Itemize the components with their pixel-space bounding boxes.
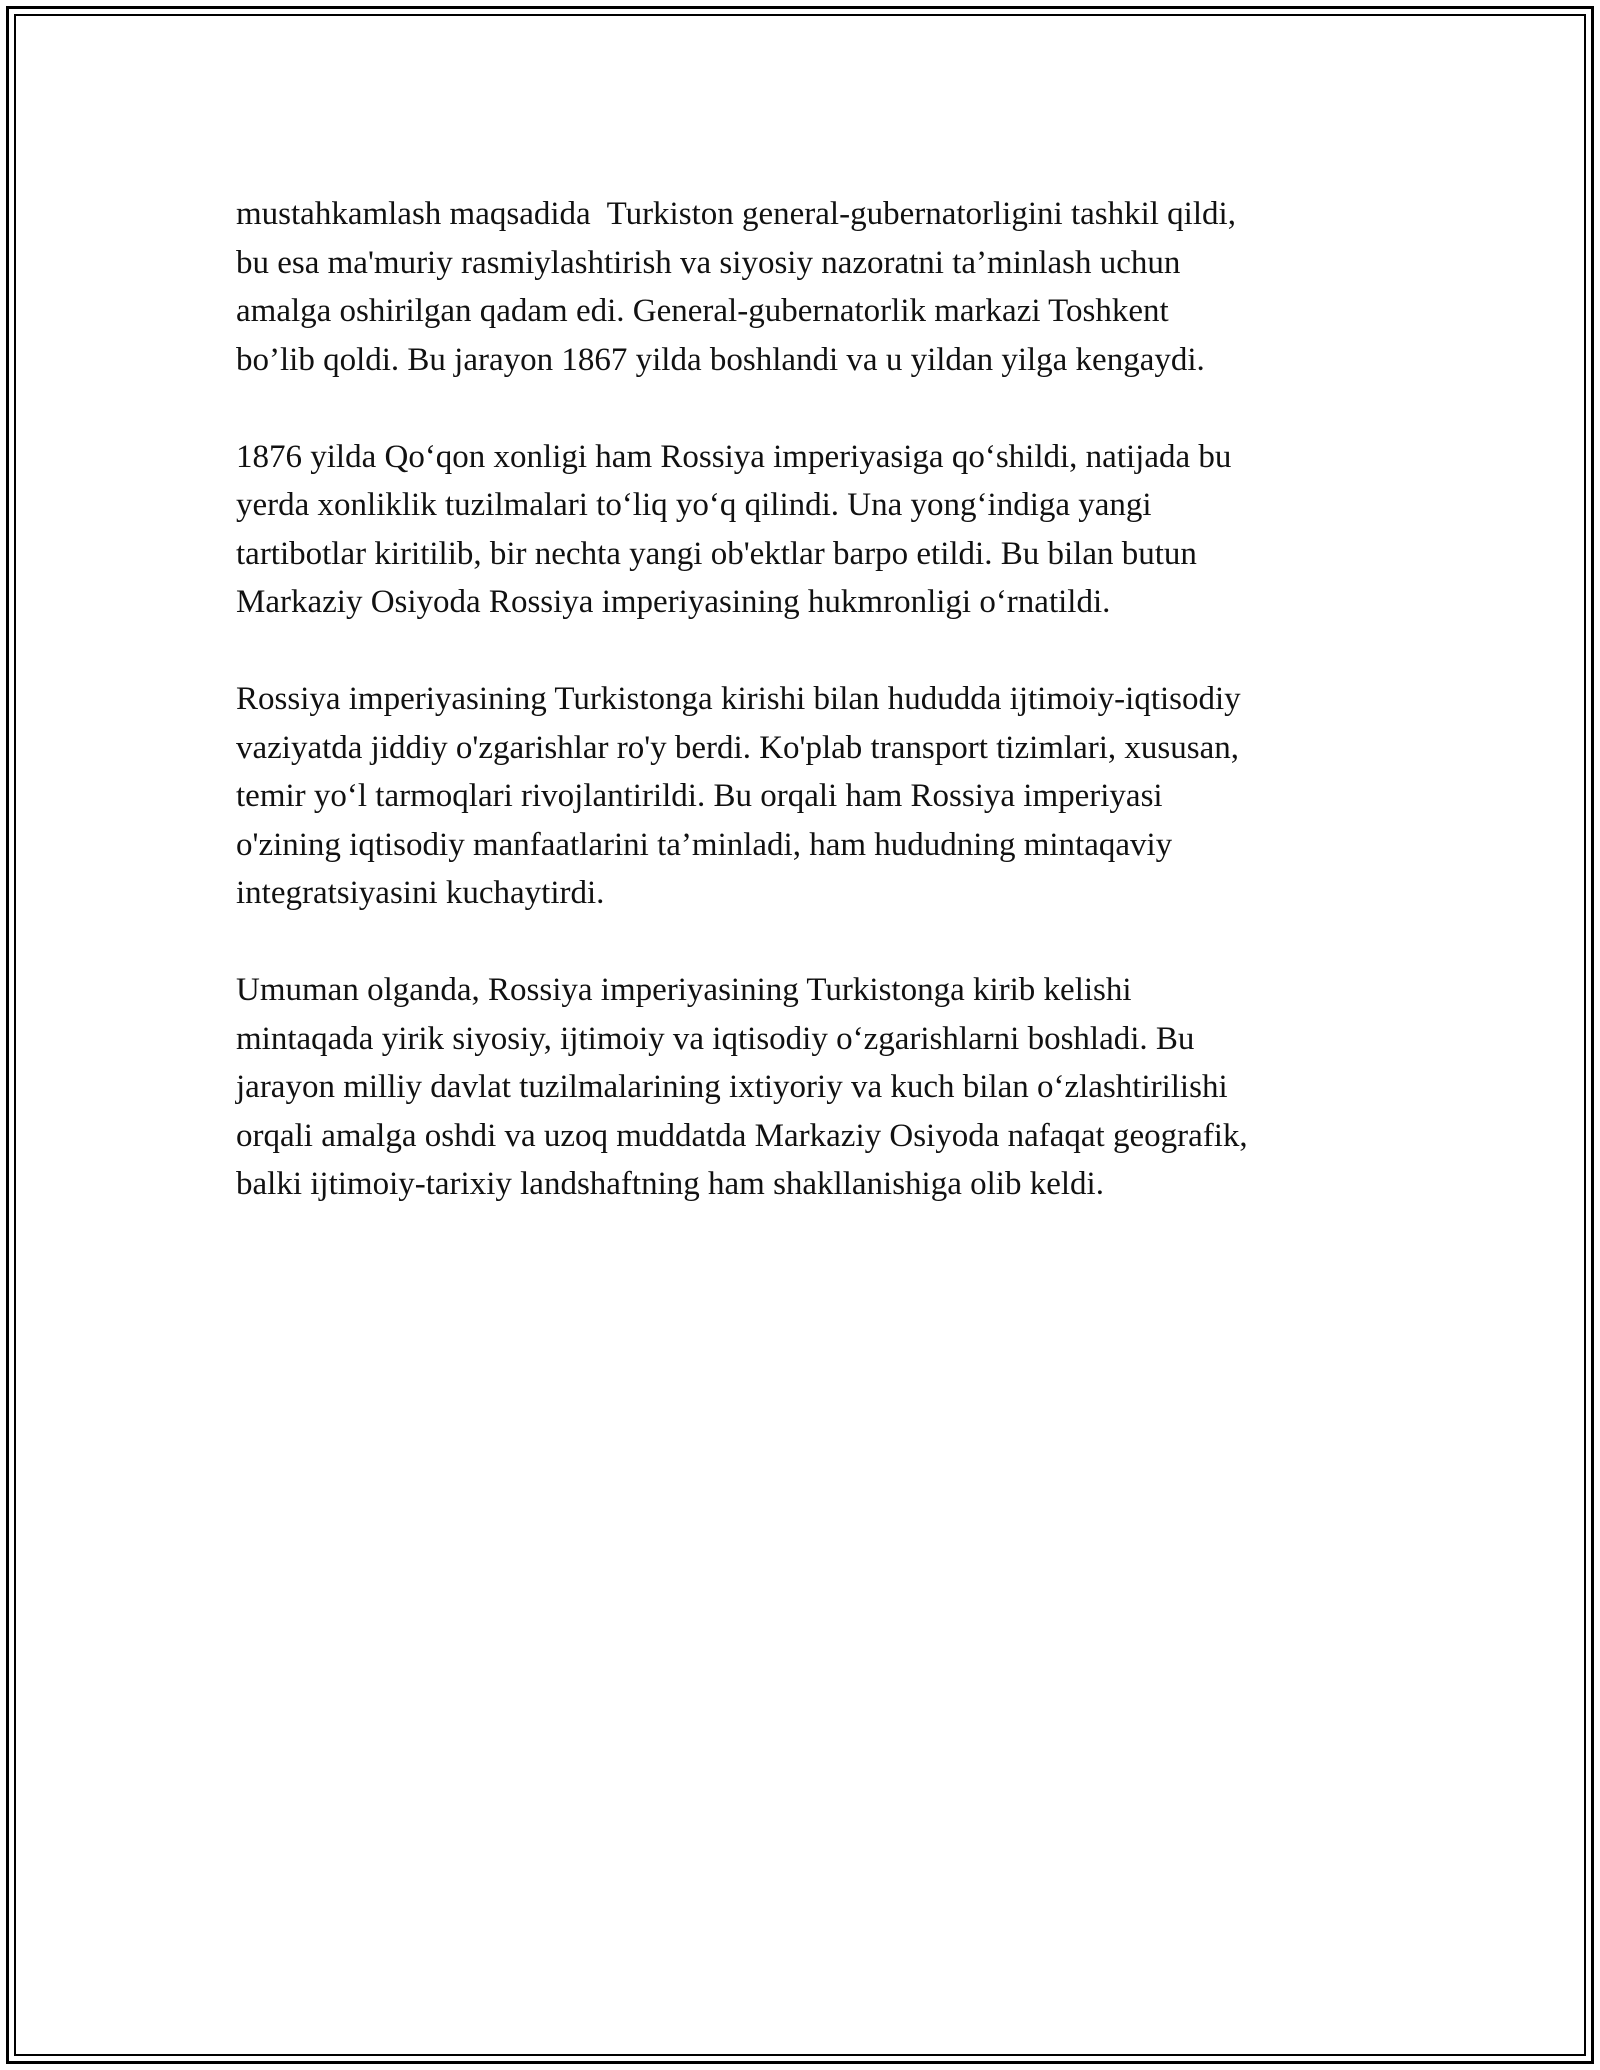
paragraph-2	[236, 433, 1386, 627]
text-line: mustahkamlash maqsadida Turkiston general-gubernatorligini tashkil qildi,	[236, 196, 1236, 232]
text-line: jarayon milliy davlat tuzilmalarining ixtiyoriy va kuch bilan o‘zlashtirilishi	[236, 1069, 1228, 1105]
text-line: Rossiya imperiyasining Turkistonga kirishi bilan hududda ijtimoiy-iqtisodiy	[236, 681, 1241, 717]
text-line: yerda xonliklik tuzilmalari to‘liq yo‘q qilindi. Una yong‘indiga yangi	[236, 487, 1152, 523]
text-line: temir yo‘l tarmoqlari rivojlantirildi. Bu orqali ham Rossiya imperiyasi	[236, 778, 1163, 814]
text-line: Umuman olganda, Rossiya imperiyasining Turkistonga kirib kelishi	[236, 972, 1132, 1008]
text-line: mintaqada yirik siyosiy, ijtimoiy va iqtisodiy o‘zgarishlarni boshladi. Bu	[236, 1020, 1195, 1057]
document-body	[236, 190, 1386, 1257]
paragraph-3	[236, 675, 1386, 918]
paragraph-1	[236, 190, 1386, 384]
text-line: bu esa ma'muriy rasmiylashtirish va siyosiy nazoratni ta’minlash uchun	[236, 244, 1181, 281]
paragraph-4	[236, 966, 1386, 1209]
text-line: o'zining iqtisodiy manfaatlarini ta’minladi, ham hududning mintaqaviy	[236, 826, 1173, 863]
text-line: balki ijtimoiy-tarixiy landshaftning ham shakllanishiga olib keldi.	[236, 1166, 1104, 1202]
text-line: bo’lib qoldi. Bu jarayon 1867 yilda boshlandi va u yildan yilga kengaydi.	[236, 341, 1205, 378]
text-line: Markaziy Osiyoda Rossiya imperiyasining hukmronligi o‘rnatildi.	[236, 584, 1111, 620]
text-line: orqali amalga oshdi va uzoq muddatda Markaziy Osiyoda nafaqat geografik,	[236, 1117, 1248, 1154]
text-line: vaziyatda jiddiy o'zgarishlar ro'y berdi. Ko'plab transport tizimlari, xususan,	[236, 729, 1239, 766]
text-line: amalga oshirilgan qadam edi. General-gubernatorlik markazi Toshkent	[236, 293, 1169, 329]
text-line: tartibotlar kiritilib, bir nechta yangi ob'ektlar barpo etildi. Bu bilan butun	[236, 535, 1197, 572]
text-line: integratsiyasini kuchaytirdi.	[236, 875, 605, 911]
text-line: 1876 yilda Qo‘qon xonligi ham Rossiya imperiyasiga qo‘shildi, natijada bu	[236, 438, 1232, 475]
